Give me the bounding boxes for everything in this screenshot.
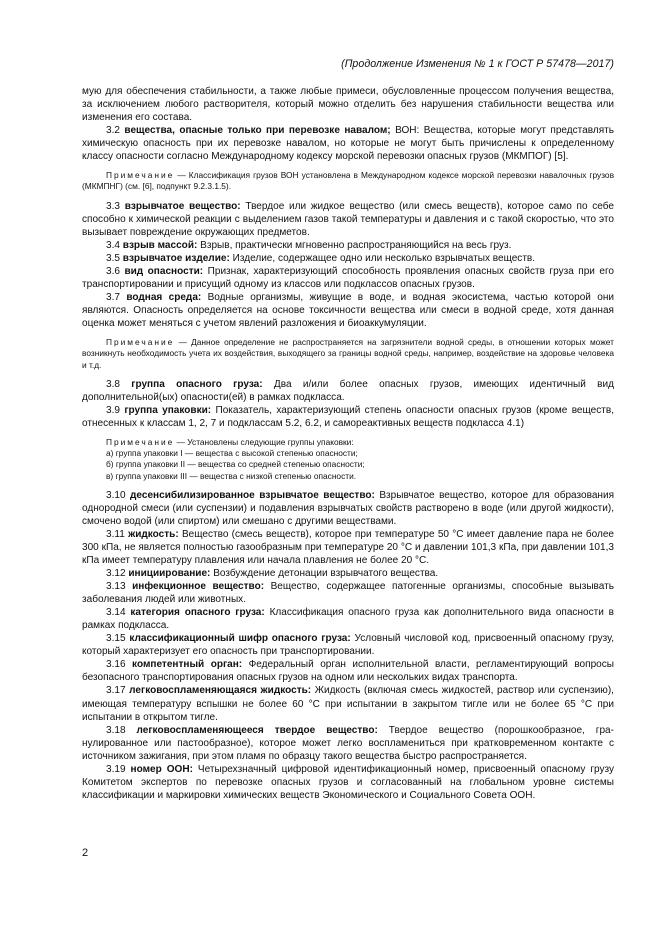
clause-3-17 bbox=[82, 684, 614, 723]
note-label: Примечание bbox=[106, 337, 175, 348]
clause-text: Твердое вещество (порошкообразное, гранулированное или пастообразное), которое может легко воспламениться при кратковременном контакте с источником зажигания, при этом пламя по образцу такого вещества быстро распространяется. bbox=[82, 724, 614, 762]
note-1 bbox=[82, 170, 614, 192]
clause-3-15 bbox=[82, 632, 614, 658]
clause-3-5 bbox=[82, 252, 614, 265]
clause-text: Твердое или жидкое вещество (или смесь веществ), которое само по себе способно к химической реакции с выделением газов такой температуры и давления и с такой скоростью, что это вызывает повреждение окружающих предметов. bbox=[82, 200, 614, 238]
clause-term: компетентный орган: bbox=[132, 659, 243, 671]
clause-term: легковоспламеняющееся твердое вещество: bbox=[136, 724, 378, 736]
clause-number: 3.19 bbox=[106, 763, 126, 775]
clause-number: 3.6 bbox=[106, 265, 120, 277]
clause-term: легковоспламеняющаяся жидкость: bbox=[129, 685, 312, 697]
clause-text: Показатель, характеризующий степень опасности опасных грузов (кроме веществ, отнесенных к классам 1, 2, 7 и подклассам 5.2, 6.2, и самореактивных веществ подкласса 4.1) bbox=[82, 404, 614, 429]
clause-term: вещества, опасные только при перевозке навалом; bbox=[124, 125, 391, 137]
clause-term: категория опасного груза: bbox=[130, 607, 265, 619]
clause-term: классификационный шифр опасного груза: bbox=[129, 633, 351, 645]
note-label: Примечание bbox=[106, 170, 175, 181]
clause-text: Взрывчатое вещество, которое для образования однородной смеси (или суспензии) и подавления взрывчатых свойств растворено в воде (или другой жидкости), смочено водой (или спиртом) или смешано с другими веществами. bbox=[82, 489, 615, 527]
clause-number: 3.2 bbox=[106, 125, 120, 137]
note-list-item: б) группа упаковки II — вещества со средней степенью опасности; bbox=[106, 459, 365, 470]
note-text: — Установлены следующие группы упаковки: bbox=[174, 436, 354, 447]
clause-number: 3.5 bbox=[106, 252, 120, 264]
clause-term: группа опасного груза: bbox=[131, 378, 263, 390]
clause-number: 3.14 bbox=[106, 607, 126, 619]
clause-text: Федеральный орган исполнительной власти, регламентирующий вопросы безопасного транспортирования опасных грузов на одном или нескольких видах транспорта. bbox=[82, 659, 614, 684]
clause-3-9 bbox=[82, 404, 614, 430]
clause-number: 3.10 bbox=[106, 489, 126, 501]
clause-number: 3.17 bbox=[106, 685, 126, 697]
clause-3-8 bbox=[82, 378, 614, 404]
clause-3-4 bbox=[82, 239, 614, 252]
clause-text: Классификация опасного груза как дополнительного вида опасности в рамках подкласса. bbox=[82, 607, 614, 632]
clause-3-18 bbox=[82, 724, 614, 763]
note-label: Примечание bbox=[106, 436, 175, 447]
clause-text: Четырехзначный цифровой идентификационный номер, присвоенный опасному грузу Комитетом экспертов по перевозке опасных грузов и согласованный на глобальном уровне системы классификации и маркировки химических веществ Экономического и Социального Совета ООН. bbox=[82, 763, 614, 801]
clause-3-10 bbox=[82, 489, 614, 528]
note-text: — Классификация грузов ВОН установлена в Международном кодексе морской перевозки навалочных грузов (МКМПНГ) (см. [6], подпункт 9.2.3.1.5). bbox=[82, 170, 614, 192]
clause-term: водная среда: bbox=[126, 292, 202, 304]
clause-text: Условный числовой код, присвоенный опасному грузу, который характеризует его опасность при транспортировании. bbox=[82, 633, 614, 658]
clause-number: 3.13 bbox=[106, 581, 126, 593]
clause-text: Вещество, содержащее патогенные организмы, способные вызывать заболевания людей или животных. bbox=[82, 581, 614, 606]
clause-3-19 bbox=[82, 763, 614, 802]
clause-3-11 bbox=[82, 528, 614, 567]
clause-3-2 bbox=[82, 124, 614, 163]
clause-term: номер ООН: bbox=[130, 763, 193, 775]
clause-text: Жидкость (включая смесь жидкостей, раствор или суспензию), имеющая температуру вспышки не более 60 °C при испытании в закрытом тигле или не более 65 °C при испытании в открытом тигле. bbox=[82, 685, 614, 723]
clause-text: Водные организмы, живущие в воде, и водная экосистема, частью которой они являются. Опасность определяется на основе токсичности вещества или смеси в водной среде, хотя данная оценка может меняться с учетом явлений разложения и биоаккумуляции. bbox=[82, 292, 614, 330]
clause-3-16 bbox=[82, 658, 614, 684]
clause-number: 3.9 bbox=[106, 404, 120, 416]
clause-number: 3.16 bbox=[106, 659, 126, 671]
clause-term: жидкость: bbox=[128, 528, 179, 540]
running-header: (Продолжение Изменения № 1 к ГОСТ Р 57478—2017) bbox=[341, 58, 614, 70]
clause-term: вид опасности: bbox=[124, 265, 204, 277]
note-3 bbox=[82, 437, 614, 482]
note-text: — Данное определение не распространяется на загрязнители водной среды, в отношении которых может возникнуть необходимость учета их воздействия, выходящего за границы водной среды, например, воздействие на здоровье человека и т.д. bbox=[82, 337, 614, 370]
clause-3-12 bbox=[82, 567, 614, 580]
clause-text: Вещество (смесь веществ), которое при температуре 50 °C имеет давление пара не более 300 кПа, не является полностью газообразным при температуре 20 °C и давлении 101,3 кПа, при давлении 101,3 кПа имеет температуру плавления или начала плавления не более 20 °C. bbox=[82, 528, 615, 566]
clause-number: 3.4 bbox=[106, 239, 120, 251]
clause-term: группа упаковки: bbox=[124, 404, 212, 416]
page-number: 2 bbox=[82, 847, 89, 859]
clause-number: 3.18 bbox=[106, 724, 126, 736]
clause-number: 3.15 bbox=[106, 633, 126, 645]
clause-term: инфекционное вещество: bbox=[132, 581, 265, 593]
note-2 bbox=[82, 337, 614, 371]
note-intro bbox=[82, 437, 614, 448]
clause-text: Возбуждение детонации взрывчатого вещества. bbox=[210, 568, 439, 580]
note-list-item: а) группа упаковки I — вещества с высокой степенью опасности; bbox=[106, 448, 358, 459]
clause-text: Взрыв, практически мгновенно распространяющийся на весь груз. bbox=[197, 239, 512, 251]
clause-number: 3.11 bbox=[106, 528, 125, 540]
clause-number: 3.12 bbox=[106, 568, 126, 580]
clause-term: инициирование: bbox=[128, 568, 211, 580]
document-page bbox=[82, 58, 614, 802]
continuation-paragraph: мую для обеспечения стабильности, а также любые примеси, обусловленные процессом получения вещества, за исключением любого растворителя, который можно отделить без нарушения стабильности вещества или изменения его состава. bbox=[82, 86, 614, 124]
clause-3-13 bbox=[82, 580, 614, 606]
clause-text: ВОН: Вещества, которые могут представлять химическую опасность при их перевозке навалом, но которые не могут быть причислены к определенному классу опасности согласно Международному кодексу морской перевозки опасных грузов (МКМПОГ) [5]. bbox=[82, 125, 615, 163]
clause-text: Признак, характеризующий способность проявления опасных свойств груза при его транспортировании и присущий одному из классов или подклассов опасных грузов. bbox=[82, 265, 615, 290]
clause-number: 3.8 bbox=[106, 378, 120, 390]
clause-number: 3.3 bbox=[106, 200, 120, 212]
note-list-item: в) группа упаковки III — вещества с низкой степенью опасности. bbox=[106, 470, 357, 481]
clause-text: Изделие, содержащее одно или несколько взрывчатых веществ. bbox=[229, 252, 536, 264]
clause-3-3 bbox=[82, 200, 614, 239]
clause-term: десенсибилизированное взрывчатое вещество: bbox=[130, 489, 375, 501]
clause-3-7 bbox=[82, 291, 614, 330]
clause-term: взрывчатое вещество: bbox=[124, 200, 241, 212]
clause-3-14 bbox=[82, 606, 614, 632]
clause-term: взрывчатое изделие: bbox=[122, 252, 230, 264]
clause-3-6 bbox=[82, 265, 614, 291]
clause-term: взрыв массой: bbox=[122, 239, 198, 251]
clause-number: 3.7 bbox=[106, 292, 120, 304]
clause-text: Два и/или более опасных грузов, имеющих идентичный вид дополнительной(ых) опасности(ей) в рамках подкласса. bbox=[82, 378, 614, 403]
